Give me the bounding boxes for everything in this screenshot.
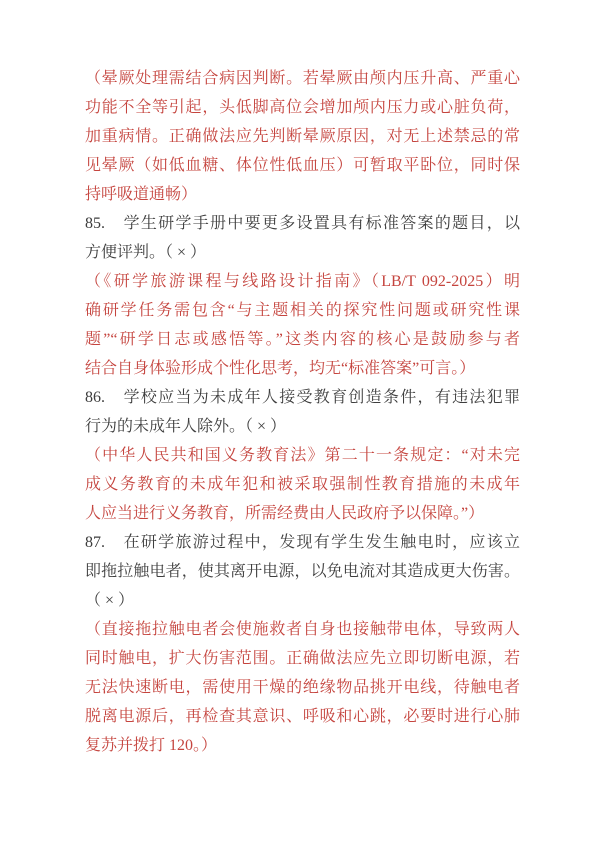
explanation-line: 见晕厥（如低血糖、体位性低血压）可暂取平卧位，同时保 (85, 157, 520, 174)
explanation-line: 加重病情。正确做法应先判断晕厥原因，对无上述禁忌的常 (85, 128, 520, 145)
question-line: 86. 学校应当为未成年人接受教育创造条件，有违法犯罪 (85, 389, 520, 406)
text-block (85, 64, 520, 760)
explanation-line: （直接拖拉触电者会使施救者自身也接触带电体，导致两人 (85, 621, 520, 638)
question-line: 85. 学生研学手册中要更多设置具有标准答案的题目，以 (85, 215, 520, 232)
explanation-86 (85, 441, 520, 528)
explanation-87 (85, 615, 520, 760)
explanation-line: 脱离电源后，再检查其意识、呼吸和心跳，必要时进行心肺 (85, 708, 520, 725)
explanation-line: 复苏并拨打 120。） (85, 737, 218, 754)
explanation-line: 同时触电，扩大伤害范围。正确做法应先立即切断电源，若 (85, 650, 520, 667)
question-line: 即拖拉触电者，使其离开电源，以免电流对其造成更大伤害。 (85, 563, 520, 580)
explanation-line: 题”“研学日志或感悟等。”这类内容的核心是鼓励参与者 (85, 331, 520, 348)
explanation-84 (85, 64, 520, 209)
explanation-line: 确研学任务需包含“与主题相关的探究性问题或研究性课 (85, 302, 520, 319)
explanation-line: （中华人民共和国义务教育法》第二十一条规定：“对未完 (85, 447, 520, 464)
explanation-line: 功能不全等引起，头低脚高位会增加颅内压力或心脏负荷， (85, 99, 520, 116)
explanation-85 (85, 267, 520, 383)
explanation-line: 持呼吸道通畅） (85, 186, 198, 203)
explanation-line: 人应当进行义务教育，所需经费由人民政府予以保障。”） (85, 505, 485, 522)
question-line: 方便评判。（ × ） (85, 244, 207, 261)
question-87 (85, 528, 520, 615)
explanation-line: （《研学旅游课程与线路设计指南》（LB/T 092-2025）明 (85, 273, 520, 290)
explanation-line: 无法快速断电，需使用干燥的绝缘物品挑开电线，待触电者 (85, 679, 520, 696)
explanation-line: 成义务教育的未成年犯和被采取强制性教育措施的未成年 (85, 476, 520, 493)
question-line: 行为的未成年人除外。（ × ） (85, 418, 287, 435)
question-85 (85, 209, 520, 267)
explanation-line: 结合自身体验形成个性化思考，均无“标准答案”可言。） (85, 360, 476, 377)
question-line: （ × ） (85, 592, 135, 609)
explanation-line: （晕厥处理需结合病因判断。若晕厥由颅内压升高、严重心 (85, 70, 520, 87)
question-86 (85, 383, 520, 441)
question-line: 87. 在研学旅游过程中，发现有学生发生触电时，应该立 (85, 534, 520, 551)
